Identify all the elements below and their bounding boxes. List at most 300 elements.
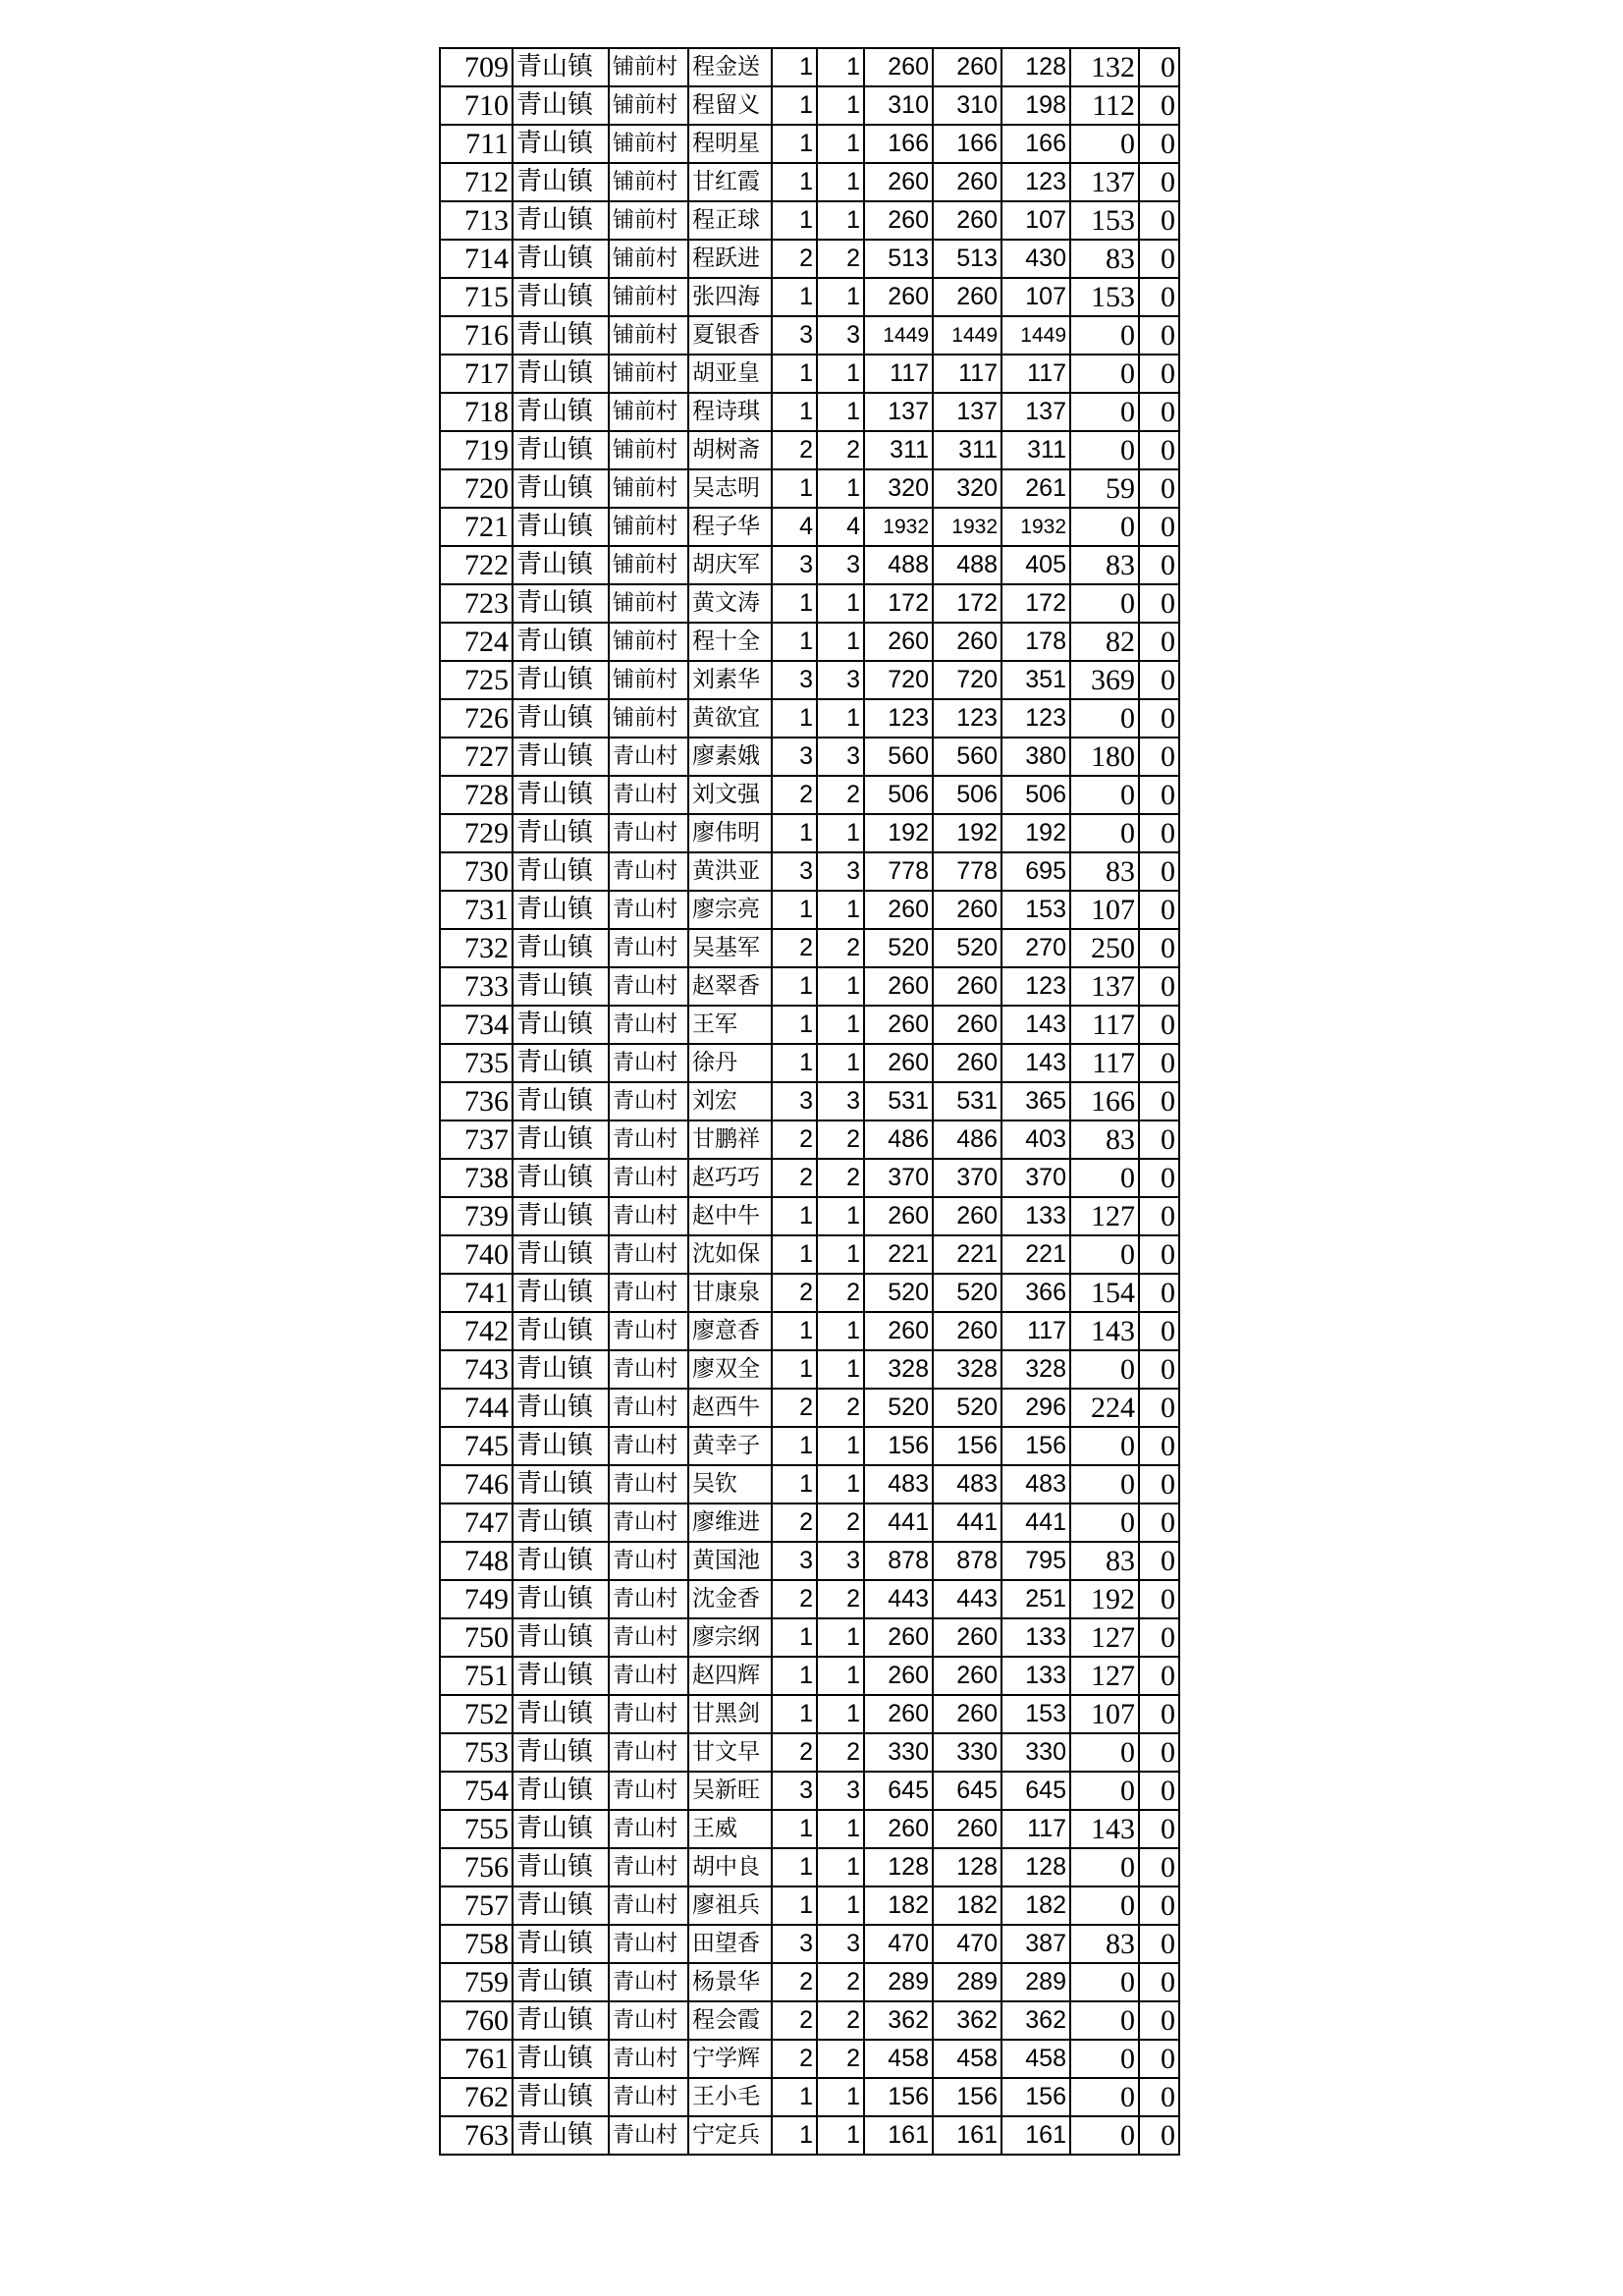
row-number: 716	[440, 316, 513, 355]
row-number: 732	[440, 929, 513, 967]
count-a-cell: 2	[772, 240, 817, 278]
count-b-cell: 1	[817, 1350, 864, 1389]
count-a-cell: 1	[772, 1312, 817, 1350]
amount-extra-cell: 0	[1139, 2040, 1179, 2078]
amount-total-cell: 260	[864, 278, 933, 316]
name-cell: 黄欲宜	[688, 699, 772, 738]
count-b-cell: 1	[817, 355, 864, 393]
table-row	[440, 1044, 1179, 1082]
name-cell: 廖意香	[688, 1312, 772, 1350]
village-cell: 青山村	[609, 1006, 688, 1044]
village-cell: 青山村	[609, 1733, 688, 1772]
count-b-cell: 1	[817, 1006, 864, 1044]
table-row	[440, 1733, 1179, 1772]
amount-diff-cell: 369	[1070, 661, 1139, 699]
amount-paid-cell: 221	[1001, 1235, 1070, 1274]
amount-total-cell: 520	[864, 929, 933, 967]
town-cell: 青山镇	[513, 1963, 609, 2001]
table-row	[440, 1848, 1179, 1886]
table-row	[440, 776, 1179, 814]
town-cell: 青山镇	[513, 1274, 609, 1312]
name-cell: 宁定兵	[688, 2116, 772, 2155]
row-number: 719	[440, 431, 513, 469]
count-b-cell: 1	[817, 1848, 864, 1886]
town-cell: 青山镇	[513, 393, 609, 431]
count-a-cell: 2	[772, 929, 817, 967]
name-cell: 赵翠香	[688, 967, 772, 1006]
name-cell: 甘康泉	[688, 1274, 772, 1312]
town-cell: 青山镇	[513, 316, 609, 355]
amount-paid-cell: 362	[1001, 2001, 1070, 2040]
count-b-cell: 1	[817, 1235, 864, 1274]
table-row	[440, 738, 1179, 776]
name-cell: 程诗琪	[688, 393, 772, 431]
table-row	[440, 355, 1179, 393]
amount-extra-cell: 0	[1139, 1503, 1179, 1542]
amount-diff-cell: 192	[1070, 1580, 1139, 1618]
town-cell: 青山镇	[513, 1044, 609, 1082]
amount-paid-cell: 133	[1001, 1197, 1070, 1235]
count-a-cell: 2	[772, 1389, 817, 1427]
amount-extra-cell: 0	[1139, 1274, 1179, 1312]
count-b-cell: 2	[817, 1580, 864, 1618]
amount-paid-cell: 351	[1001, 661, 1070, 699]
town-cell: 青山镇	[513, 738, 609, 776]
amount-extra-cell: 0	[1139, 1580, 1179, 1618]
amount-extra-cell: 0	[1139, 1389, 1179, 1427]
table-row	[440, 2040, 1179, 2078]
row-number: 712	[440, 163, 513, 201]
amount-paid-cell: 117	[1001, 1810, 1070, 1848]
count-a-cell: 1	[772, 1350, 817, 1389]
amount-extra-cell: 0	[1139, 316, 1179, 355]
amount-extra-cell: 0	[1139, 1006, 1179, 1044]
row-number: 746	[440, 1465, 513, 1503]
amount-due-cell: 330	[933, 1733, 1001, 1772]
count-b-cell: 3	[817, 1772, 864, 1810]
row-number: 760	[440, 2001, 513, 2040]
row-number: 756	[440, 1848, 513, 1886]
amount-extra-cell: 0	[1139, 1465, 1179, 1503]
count-b-cell: 1	[817, 1197, 864, 1235]
amount-due-cell: 370	[933, 1159, 1001, 1197]
amount-due-cell: 172	[933, 584, 1001, 623]
row-number: 757	[440, 1886, 513, 1925]
amount-total-cell: 260	[864, 1810, 933, 1848]
town-cell: 青山镇	[513, 240, 609, 278]
row-number: 729	[440, 814, 513, 852]
amount-due-cell: 362	[933, 2001, 1001, 2040]
amount-total-cell: 1449	[864, 316, 933, 355]
amount-extra-cell: 0	[1139, 1618, 1179, 1657]
row-number: 721	[440, 508, 513, 546]
table-row	[440, 1197, 1179, 1235]
town-cell: 青山镇	[513, 1389, 609, 1427]
row-number: 741	[440, 1274, 513, 1312]
name-cell: 赵西牛	[688, 1389, 772, 1427]
name-cell: 黄文涛	[688, 584, 772, 623]
amount-extra-cell: 0	[1139, 891, 1179, 929]
count-b-cell: 1	[817, 814, 864, 852]
name-cell: 廖维进	[688, 1503, 772, 1542]
amount-paid-cell: 403	[1001, 1121, 1070, 1159]
village-cell: 青山村	[609, 891, 688, 929]
amount-paid-cell: 366	[1001, 1274, 1070, 1312]
amount-due-cell: 137	[933, 393, 1001, 431]
amount-total-cell: 260	[864, 201, 933, 240]
amount-total-cell: 531	[864, 1082, 933, 1121]
town-cell: 青山镇	[513, 125, 609, 163]
amount-diff-cell: 0	[1070, 584, 1139, 623]
amount-paid-cell: 128	[1001, 1848, 1070, 1886]
table-row	[440, 431, 1179, 469]
amount-total-cell: 720	[864, 661, 933, 699]
amount-extra-cell: 0	[1139, 661, 1179, 699]
amount-diff-cell: 0	[1070, 125, 1139, 163]
town-cell: 青山镇	[513, 508, 609, 546]
amount-due-cell: 260	[933, 1810, 1001, 1848]
amount-total-cell: 172	[864, 584, 933, 623]
count-a-cell: 3	[772, 1925, 817, 1963]
count-a-cell: 1	[772, 1618, 817, 1657]
table-row	[440, 1350, 1179, 1389]
village-cell: 铺前村	[609, 546, 688, 584]
amount-paid-cell: 251	[1001, 1580, 1070, 1618]
amount-paid-cell: 133	[1001, 1618, 1070, 1657]
name-cell: 廖素娥	[688, 738, 772, 776]
amount-diff-cell: 0	[1070, 814, 1139, 852]
count-b-cell: 1	[817, 278, 864, 316]
amount-due-cell: 260	[933, 1044, 1001, 1082]
amount-diff-cell: 0	[1070, 2040, 1139, 2078]
count-a-cell: 1	[772, 278, 817, 316]
village-cell: 青山村	[609, 1465, 688, 1503]
row-number: 727	[440, 738, 513, 776]
table-body	[440, 48, 1179, 2155]
amount-total-cell: 513	[864, 240, 933, 278]
amount-due-cell: 260	[933, 623, 1001, 661]
amount-extra-cell: 0	[1139, 1695, 1179, 1733]
amount-total-cell: 123	[864, 699, 933, 738]
amount-due-cell: 260	[933, 48, 1001, 86]
amount-total-cell: 166	[864, 125, 933, 163]
town-cell: 青山镇	[513, 1159, 609, 1197]
row-number: 715	[440, 278, 513, 316]
name-cell: 王威	[688, 1810, 772, 1848]
amount-due-cell: 117	[933, 355, 1001, 393]
count-a-cell: 1	[772, 2078, 817, 2116]
table-row	[440, 929, 1179, 967]
village-cell: 青山村	[609, 1618, 688, 1657]
row-number: 751	[440, 1657, 513, 1695]
village-cell: 青山村	[609, 1542, 688, 1580]
amount-paid-cell: 166	[1001, 125, 1070, 163]
amount-diff-cell: 0	[1070, 776, 1139, 814]
count-b-cell: 2	[817, 1963, 864, 2001]
count-b-cell: 2	[817, 1503, 864, 1542]
amount-extra-cell: 0	[1139, 2116, 1179, 2155]
town-cell: 青山镇	[513, 699, 609, 738]
amount-diff-cell: 250	[1070, 929, 1139, 967]
amount-paid-cell: 795	[1001, 1542, 1070, 1580]
table-row	[440, 1503, 1179, 1542]
amount-diff-cell: 0	[1070, 1350, 1139, 1389]
count-b-cell: 3	[817, 1082, 864, 1121]
row-number: 752	[440, 1695, 513, 1733]
name-cell: 甘黑剑	[688, 1695, 772, 1733]
table-row	[440, 240, 1179, 278]
amount-total-cell: 370	[864, 1159, 933, 1197]
amount-extra-cell: 0	[1139, 1197, 1179, 1235]
count-a-cell: 1	[772, 469, 817, 508]
name-cell: 程会霞	[688, 2001, 772, 2040]
count-b-cell: 3	[817, 1542, 864, 1580]
name-cell: 甘鹏祥	[688, 1121, 772, 1159]
name-cell: 廖伟明	[688, 814, 772, 852]
amount-diff-cell: 0	[1070, 699, 1139, 738]
amount-due-cell: 182	[933, 1886, 1001, 1925]
village-cell: 铺前村	[609, 316, 688, 355]
count-a-cell: 1	[772, 699, 817, 738]
amount-due-cell: 486	[933, 1121, 1001, 1159]
amount-total-cell: 260	[864, 48, 933, 86]
table-row	[440, 1772, 1179, 1810]
amount-total-cell: 443	[864, 1580, 933, 1618]
count-b-cell: 3	[817, 661, 864, 699]
amount-extra-cell: 0	[1139, 929, 1179, 967]
count-a-cell: 1	[772, 2116, 817, 2155]
count-b-cell: 1	[817, 1886, 864, 1925]
amount-due-cell: 260	[933, 1618, 1001, 1657]
name-cell: 程十全	[688, 623, 772, 661]
table-row	[440, 201, 1179, 240]
table-row	[440, 278, 1179, 316]
amount-due-cell: 166	[933, 125, 1001, 163]
amount-diff-cell: 180	[1070, 738, 1139, 776]
table-row	[440, 316, 1179, 355]
name-cell: 程正球	[688, 201, 772, 240]
amount-total-cell: 362	[864, 2001, 933, 2040]
amount-diff-cell: 0	[1070, 355, 1139, 393]
table-row	[440, 86, 1179, 125]
amount-diff-cell: 153	[1070, 201, 1139, 240]
amount-diff-cell: 117	[1070, 1044, 1139, 1082]
town-cell: 青山镇	[513, 1350, 609, 1389]
town-cell: 青山镇	[513, 929, 609, 967]
count-a-cell: 2	[772, 1733, 817, 1772]
amount-due-cell: 1932	[933, 508, 1001, 546]
amount-total-cell: 260	[864, 1695, 933, 1733]
amount-diff-cell: 83	[1070, 1925, 1139, 1963]
name-cell: 田望香	[688, 1925, 772, 1963]
name-cell: 沈如保	[688, 1235, 772, 1274]
count-b-cell: 1	[817, 891, 864, 929]
amount-due-cell: 878	[933, 1542, 1001, 1580]
town-cell: 青山镇	[513, 2116, 609, 2155]
row-number: 713	[440, 201, 513, 240]
amount-total-cell: 289	[864, 1963, 933, 2001]
name-cell: 胡庆军	[688, 546, 772, 584]
table-row	[440, 1006, 1179, 1044]
amount-total-cell: 320	[864, 469, 933, 508]
table-row	[440, 814, 1179, 852]
amount-due-cell: 310	[933, 86, 1001, 125]
amount-extra-cell: 0	[1139, 163, 1179, 201]
village-cell: 青山村	[609, 1695, 688, 1733]
village-cell: 青山村	[609, 1197, 688, 1235]
count-b-cell: 2	[817, 776, 864, 814]
amount-due-cell: 192	[933, 814, 1001, 852]
town-cell: 青山镇	[513, 1848, 609, 1886]
village-cell: 铺前村	[609, 469, 688, 508]
amount-paid-cell: 458	[1001, 2040, 1070, 2078]
village-cell: 铺前村	[609, 699, 688, 738]
amount-due-cell: 513	[933, 240, 1001, 278]
count-a-cell: 3	[772, 316, 817, 355]
row-number: 755	[440, 1810, 513, 1848]
row-number: 725	[440, 661, 513, 699]
row-number: 753	[440, 1733, 513, 1772]
amount-extra-cell: 0	[1139, 240, 1179, 278]
row-number: 754	[440, 1772, 513, 1810]
amount-paid-cell: 182	[1001, 1886, 1070, 1925]
amount-due-cell: 161	[933, 2116, 1001, 2155]
amount-paid-cell: 117	[1001, 355, 1070, 393]
count-b-cell: 1	[817, 469, 864, 508]
amount-extra-cell: 0	[1139, 508, 1179, 546]
name-cell: 程子华	[688, 508, 772, 546]
amount-total-cell: 137	[864, 393, 933, 431]
amount-extra-cell: 0	[1139, 1542, 1179, 1580]
amount-paid-cell: 128	[1001, 48, 1070, 86]
row-number: 749	[440, 1580, 513, 1618]
village-cell: 铺前村	[609, 355, 688, 393]
count-a-cell: 1	[772, 48, 817, 86]
name-cell: 赵中牛	[688, 1197, 772, 1235]
village-cell: 青山村	[609, 1350, 688, 1389]
town-cell: 青山镇	[513, 852, 609, 891]
amount-diff-cell: 0	[1070, 2001, 1139, 2040]
count-a-cell: 1	[772, 1044, 817, 1082]
amount-extra-cell: 0	[1139, 1350, 1179, 1389]
amount-paid-cell: 311	[1001, 431, 1070, 469]
row-number: 734	[440, 1006, 513, 1044]
count-b-cell: 1	[817, 163, 864, 201]
village-cell: 铺前村	[609, 623, 688, 661]
amount-extra-cell: 0	[1139, 814, 1179, 852]
amount-diff-cell: 107	[1070, 1695, 1139, 1733]
amount-total-cell: 778	[864, 852, 933, 891]
table-row	[440, 508, 1179, 546]
village-cell: 青山村	[609, 1427, 688, 1465]
amount-due-cell: 289	[933, 1963, 1001, 2001]
amount-due-cell: 488	[933, 546, 1001, 584]
amount-due-cell: 441	[933, 1503, 1001, 1542]
row-number: 739	[440, 1197, 513, 1235]
amount-diff-cell: 0	[1070, 508, 1139, 546]
table-row	[440, 1925, 1179, 1963]
amount-due-cell: 221	[933, 1235, 1001, 1274]
count-a-cell: 3	[772, 546, 817, 584]
count-a-cell: 1	[772, 1197, 817, 1235]
name-cell: 王小毛	[688, 2078, 772, 2116]
amount-total-cell: 520	[864, 1274, 933, 1312]
town-cell: 青山镇	[513, 1235, 609, 1274]
row-number: 720	[440, 469, 513, 508]
amount-extra-cell: 0	[1139, 48, 1179, 86]
amount-diff-cell: 0	[1070, 1963, 1139, 2001]
amount-due-cell: 443	[933, 1580, 1001, 1618]
amount-due-cell: 720	[933, 661, 1001, 699]
count-b-cell: 1	[817, 1044, 864, 1082]
amount-paid-cell: 107	[1001, 201, 1070, 240]
amount-extra-cell: 0	[1139, 125, 1179, 163]
village-cell: 铺前村	[609, 86, 688, 125]
town-cell: 青山镇	[513, 1312, 609, 1350]
amount-paid-cell: 172	[1001, 584, 1070, 623]
amount-extra-cell: 0	[1139, 584, 1179, 623]
amount-paid-cell: 156	[1001, 2078, 1070, 2116]
row-number: 748	[440, 1542, 513, 1580]
table-row	[440, 1542, 1179, 1580]
amount-due-cell: 260	[933, 163, 1001, 201]
village-cell: 铺前村	[609, 508, 688, 546]
name-cell: 徐丹	[688, 1044, 772, 1082]
amount-diff-cell: 166	[1070, 1082, 1139, 1121]
town-cell: 青山镇	[513, 1006, 609, 1044]
amount-extra-cell: 0	[1139, 393, 1179, 431]
amount-extra-cell: 0	[1139, 1848, 1179, 1886]
name-cell: 程金送	[688, 48, 772, 86]
amount-diff-cell: 224	[1070, 1389, 1139, 1427]
row-number: 747	[440, 1503, 513, 1542]
village-cell: 青山村	[609, 776, 688, 814]
row-number: 743	[440, 1350, 513, 1389]
name-cell: 甘红霞	[688, 163, 772, 201]
amount-total-cell: 506	[864, 776, 933, 814]
amount-diff-cell: 0	[1070, 1848, 1139, 1886]
village-cell: 青山村	[609, 2001, 688, 2040]
table-row	[440, 2001, 1179, 2040]
table-row	[440, 393, 1179, 431]
count-a-cell: 1	[772, 1427, 817, 1465]
table-row	[440, 1618, 1179, 1657]
amount-due-cell: 123	[933, 699, 1001, 738]
amount-total-cell: 488	[864, 546, 933, 584]
count-a-cell: 2	[772, 2040, 817, 2078]
village-cell: 青山村	[609, 1772, 688, 1810]
amount-diff-cell: 0	[1070, 393, 1139, 431]
count-b-cell: 3	[817, 1925, 864, 1963]
amount-diff-cell: 143	[1070, 1312, 1139, 1350]
amount-diff-cell: 82	[1070, 623, 1139, 661]
count-b-cell: 1	[817, 967, 864, 1006]
amount-paid-cell: 330	[1001, 1733, 1070, 1772]
amount-diff-cell: 0	[1070, 1503, 1139, 1542]
row-number: 736	[440, 1082, 513, 1121]
count-a-cell: 2	[772, 1121, 817, 1159]
village-cell: 青山村	[609, 2116, 688, 2155]
count-b-cell: 1	[817, 1618, 864, 1657]
amount-diff-cell: 0	[1070, 1465, 1139, 1503]
town-cell: 青山镇	[513, 967, 609, 1006]
name-cell: 黄洪亚	[688, 852, 772, 891]
count-a-cell: 1	[772, 163, 817, 201]
count-b-cell: 3	[817, 738, 864, 776]
table-row	[440, 163, 1179, 201]
amount-due-cell: 156	[933, 2078, 1001, 2116]
amount-total-cell: 128	[864, 1848, 933, 1886]
